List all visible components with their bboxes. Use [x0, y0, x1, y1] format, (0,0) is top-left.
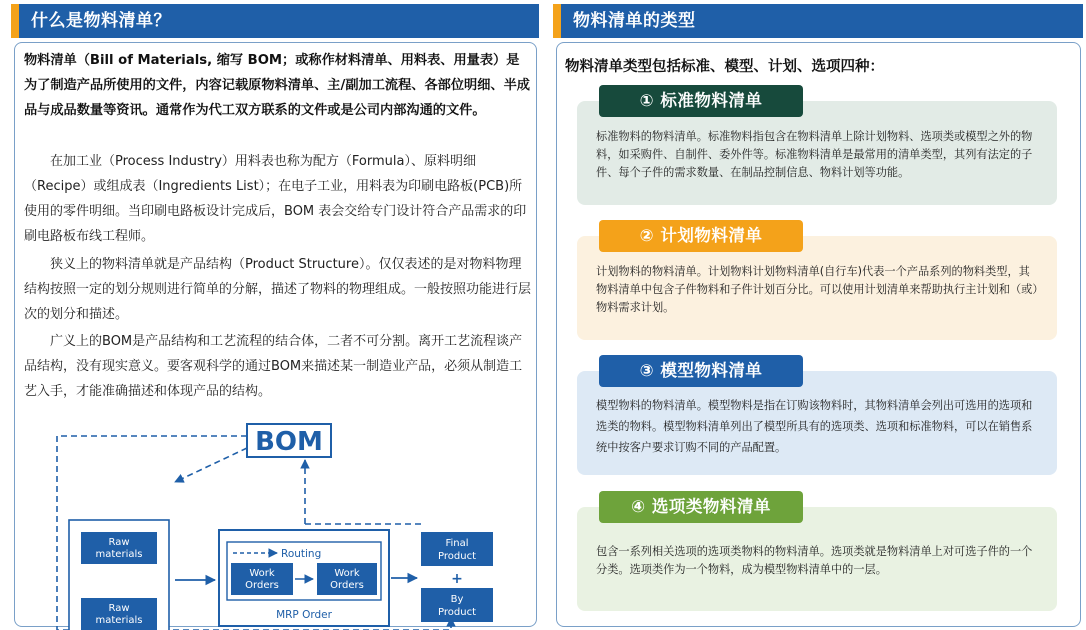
- paragraph-narrow-definition: 狭义上的物料清单就是产品结构（Product Structure）。仅仅表述的是对物料物理结构按照一定的划分规则进行简单的分解，描述了物料的物理组成。一般按照功能进行层次的划分和描述。: [24, 257, 532, 322]
- raw-materials-1-line-1: Raw: [108, 537, 130, 548]
- by-product-line-1: By: [450, 594, 464, 605]
- model-bom-title: ③ 模型物料清单: [599, 355, 803, 387]
- bom-types-intro: 物料清单类型包括标准、模型、计划、选项四种：: [565, 59, 884, 75]
- paragraph-broad-definition: 广义上的BOM是产品结构和工艺流程的结合体，二者不可分割。离开工艺流程谈产品结构，没有现实意义。要客观科学的通过BOM来描述某一制造业产品，必须从制造工艺入手，才能准确描述和体现产品的结构。: [24, 334, 523, 399]
- work-orders-2-line-1: Work: [334, 568, 360, 579]
- standard-bom-card: [577, 91, 1057, 205]
- standard-bom-title: ① 标准物料清单: [599, 85, 803, 117]
- bom-to-raw-arrow: [175, 448, 247, 482]
- right-panel-title: 物料清单的类型: [561, 4, 1083, 38]
- plus-sign: +: [451, 571, 463, 587]
- planning-bom-desc: 计划物料的物料清单。计划物料计划物料清单(自行车)代表一个产品系列的物料类型，其物料清单中包含子件物料和子件计划百分比。可以使用计划清单来帮助执行主计划和（或）物料需求计划。: [596, 265, 1038, 314]
- final-product-line-1: Final: [445, 538, 469, 549]
- bom-label: BOM: [255, 427, 323, 457]
- by-product-line-2: Product: [438, 607, 476, 618]
- raw-materials-1-line-2: materials: [95, 549, 143, 560]
- paragraph-process-industry: 在加工业（Process Industry）用料表也称为配方（Formula）、原料明细（Recipe）或组成表（Ingredients List）；在电子工业，用料表为印刷电路板(PCB)所使用的零件明细。当印刷电路板设计完成后，BOM 表会交给专门设计符合产品需求的印刷电路板布线工程师。: [24, 154, 527, 244]
- bom-flow-diagram: [15, 418, 540, 630]
- standard-bom-desc: 标准物料的物料清单。标准物料指包含在物料清单上除计划物料、选项类或模型之外的物料，如采购件、自制件、委外件等。标准物料清单是最常用的清单类型，其列有法定的子件、每个子件的需求数量、在制品控制信息、物料计划等功能。: [596, 130, 1033, 179]
- right-panel-body: [556, 42, 1081, 627]
- routing-label: Routing: [281, 548, 322, 560]
- final-product-line-2: Product: [438, 551, 476, 562]
- left-panel-title: 什么是物料清单？: [19, 4, 539, 38]
- mrp-order-label: MRP Order: [276, 609, 332, 621]
- option-class-bom-card: [577, 497, 1057, 611]
- work-orders-1-line-1: Work: [249, 568, 275, 579]
- bom-definition: 物料清单（Bill of Materials, 缩写 BOM；或称作材料清单、用料表、用量表）是为了制造产品所使用的文件，内容记载原物料清单、主/副加工流程、各部位明细、半成品与成品数量等资讯。通常作为代工双方联系的文件或是公司内部沟通的文件。: [24, 53, 530, 118]
- right-panel-header: [553, 4, 1083, 38]
- raw-materials-2-line-2: materials: [95, 615, 143, 626]
- bom-types-panel: [553, 4, 1083, 627]
- planning-bom-title: ② 计划物料清单: [599, 220, 803, 252]
- raw-materials-2-line-1: Raw: [108, 603, 130, 614]
- what-is-bom-panel: [11, 4, 539, 627]
- model-bom-desc: 模型物料的物料清单。模型物料是指在订购该物料时，其物料清单会列出可选用的选项和选类的物料。模型物料清单列出了模型所具有的选项类、选项和标准物料，可以在销售系统中按客户要求订购不同的产品配置。: [596, 399, 1033, 454]
- work-orders-2-line-2: Orders: [330, 580, 364, 591]
- work-orders-1-line-2: Orders: [245, 580, 279, 591]
- option-class-bom-title: ④ 选项类物料清单: [599, 491, 803, 523]
- left-panel-header: [11, 4, 539, 38]
- left-panel-body: [14, 42, 537, 627]
- option-class-bom-desc: 包含一系列相关选项的选项类物料的物料清单。选项类就是物料清单上对可选子件的一个分类。选项类作为一个物料，成为模型物料清单中的一层。: [596, 545, 1033, 576]
- planning-bom-card: [577, 226, 1057, 340]
- model-bom-card: [577, 361, 1057, 475]
